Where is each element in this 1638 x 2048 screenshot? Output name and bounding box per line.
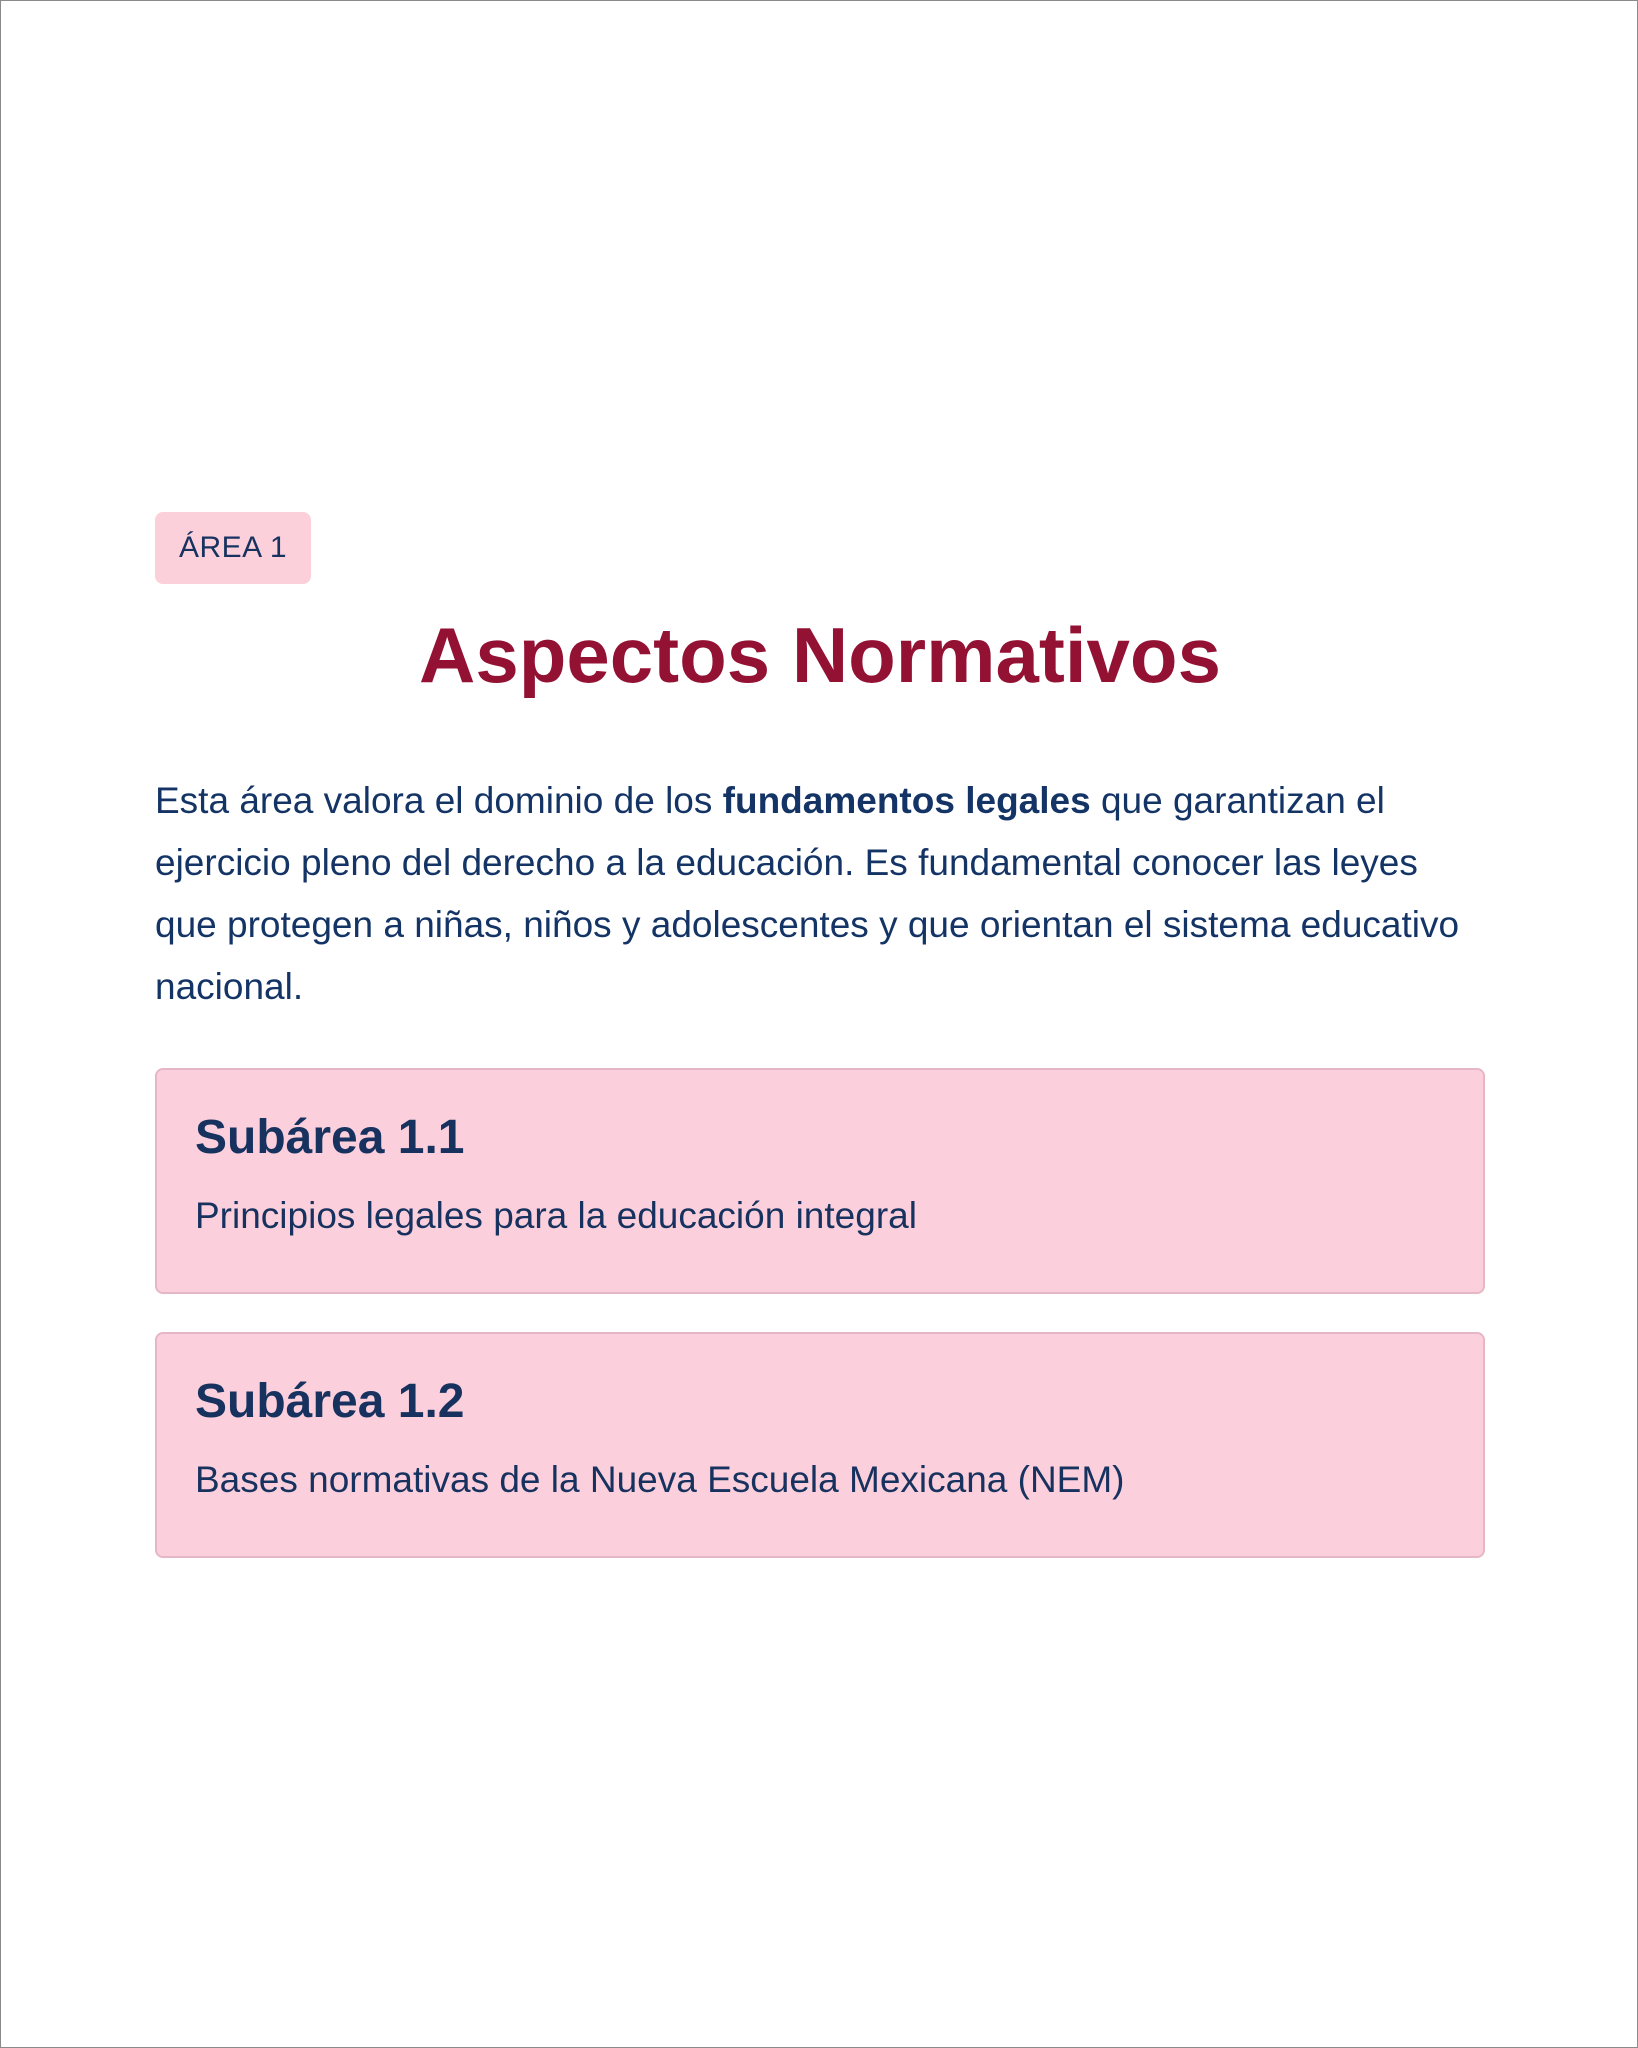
area-section — [155, 512, 1485, 1558]
intro-text-after: que garantizan el ejercicio pleno del derecho a la educación. Es fundamental conocer las leyes que protegen a niñas, niños y adolescentes y que orientan el sistema educativo nacional. — [155, 780, 1460, 1007]
subarea-title: Subárea 1.1 — [195, 1111, 465, 1164]
subarea-card-1-1 — [155, 1068, 1485, 1294]
page-title: Aspectos Normativos — [419, 611, 1221, 699]
subarea-title: Subárea 1.2 — [195, 1375, 465, 1428]
subarea-description: Principios legales para la educación integral — [195, 1195, 917, 1236]
intro-emphasis: fundamentos legales — [722, 780, 1091, 821]
intro-text-before: Esta área valora el dominio de los — [155, 780, 723, 821]
subarea-description: Bases normativas de la Nueva Escuela Mexicana (NEM) — [195, 1459, 1125, 1500]
area-badge: ÁREA 1 — [155, 512, 311, 584]
intro-paragraph — [155, 770, 1485, 1018]
subarea-card-1-2 — [155, 1332, 1485, 1558]
